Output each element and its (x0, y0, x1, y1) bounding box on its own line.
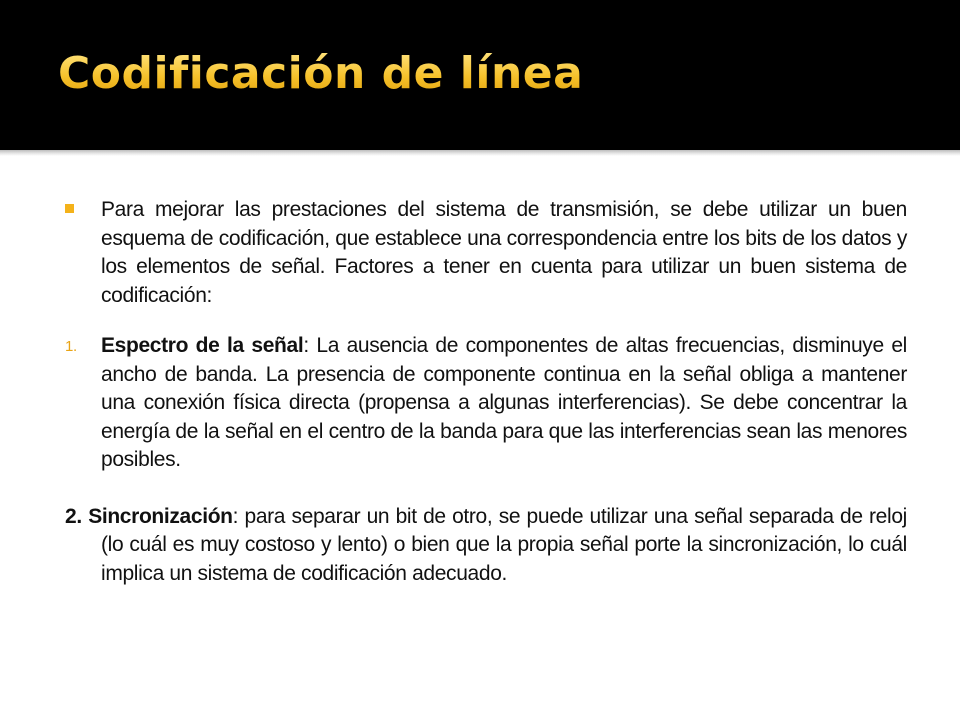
slide-body (65, 196, 907, 588)
term-espectro: Espectro de la señal (101, 334, 304, 357)
title-bar (0, 0, 960, 150)
list-item-sync (65, 503, 907, 589)
spectrum-text: La ausencia de componentes de altas frecuencias, disminuye el ancho de banda. La presencia de componente continua en la señal obliga a mantener una conexión física directa (propensa a algunas interferencias). Se debe concentrar la energía de la señal en el centro de la banda para que las interferencias sean las menores posibles. (101, 334, 907, 471)
list-item-spectrum (65, 332, 907, 475)
intro-text: Para mejorar las prestaciones del sistema de transmisión, se debe utilizar un buen esquema de codificación, que establece una correspondencia entre los bits de los datos y los elementos de señal. Factores a tener en cuenta para utilizar un buen sistema de codificación: (101, 198, 907, 307)
term-separator: : (303, 334, 317, 357)
square-bullet-icon (65, 204, 74, 213)
sync-text: para separar un bit de otro, se puede utilizar una señal separada de reloj (lo cuál es muy costoso y lento) o bien que la propia señal porte la sincronización, lo cuál implica un sistema de codificación adecuado. (101, 504, 907, 585)
intro-paragraph (65, 196, 907, 310)
list-number-2: 2. (65, 504, 82, 528)
term-sincronizacion: Sincronización (88, 504, 233, 528)
term-separator: : (232, 504, 245, 528)
title-divider (0, 150, 960, 156)
slide-title: Codificación de línea (58, 48, 584, 99)
list-number-1: 1. (65, 338, 77, 355)
